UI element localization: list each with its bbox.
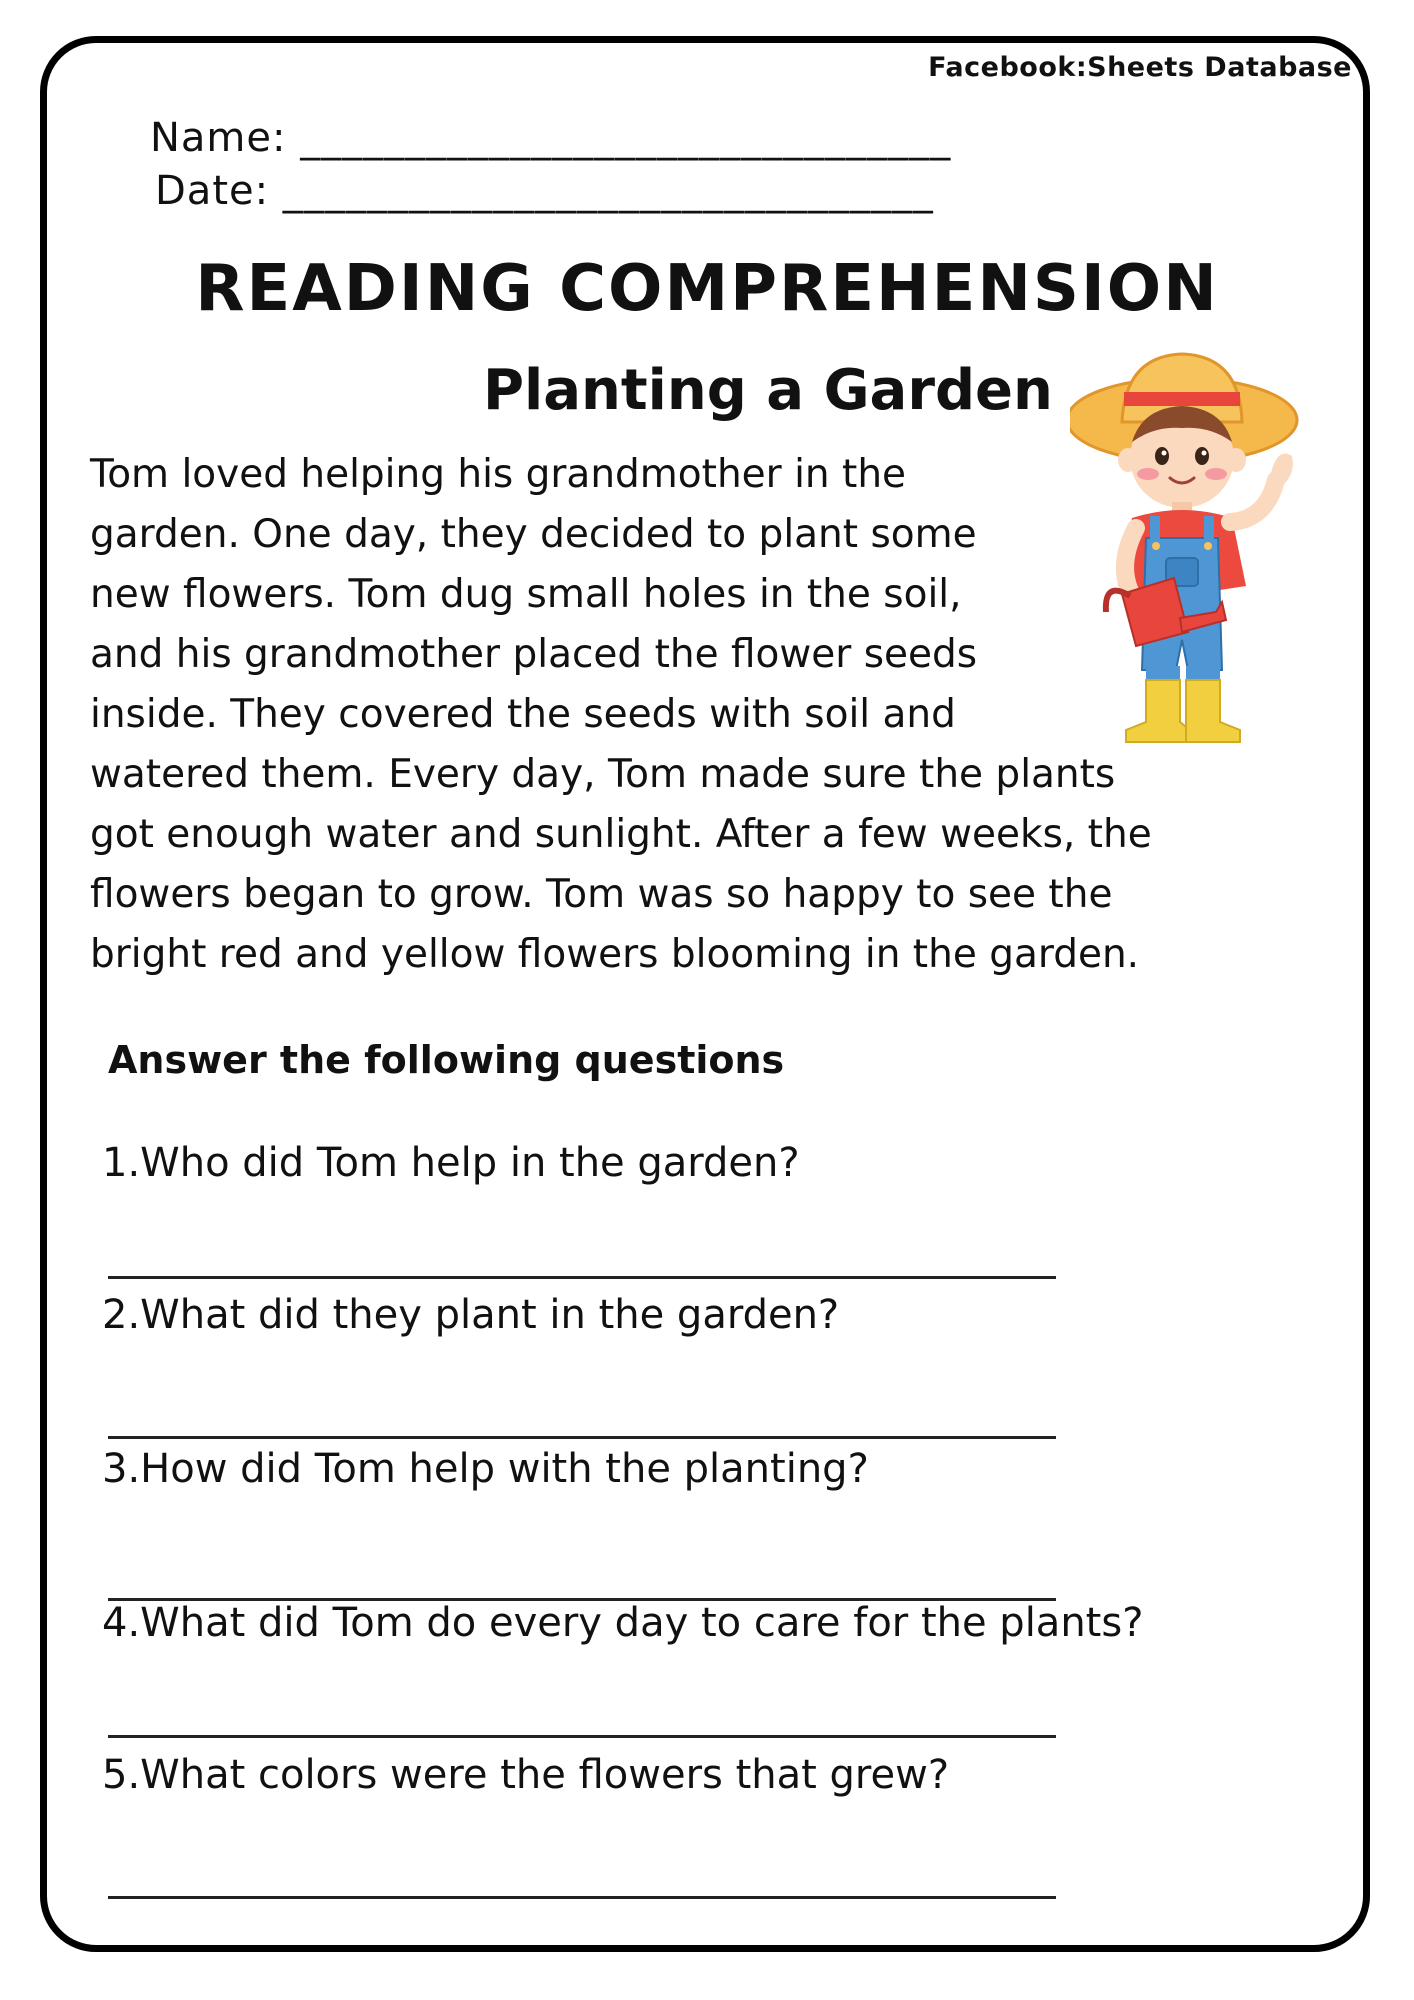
name-field: Name: _______________________________ — [150, 115, 952, 161]
answer-line-5[interactable] — [108, 1896, 1056, 1899]
answer-line-1[interactable] — [108, 1276, 1056, 1279]
answer-line-4[interactable] — [108, 1735, 1056, 1738]
questions-heading: Answer the following questions — [108, 1038, 785, 1082]
question-4: 4.What did Tom do every day to care for the plants? — [102, 1600, 1144, 1646]
question-3: 3.How did Tom help with the planting? — [102, 1446, 869, 1492]
question-2: 2.What did they plant in the garden? — [102, 1292, 840, 1338]
story-line: inside. They covered the seeds with soil and — [90, 692, 956, 737]
story-line: bright red and yellow flowers blooming in the garden. — [90, 932, 1140, 977]
credit-text: Facebook:Sheets Database — [928, 52, 1352, 83]
story-line: Tom loved helping his grandmother in the — [90, 452, 907, 497]
worksheet-title: READING COMPREHENSION — [195, 252, 1219, 326]
date-field: Date: _______________________________ — [155, 168, 934, 214]
story-line: new flowers. Tom dug small holes in the soil, — [90, 572, 962, 617]
question-5: 5.What colors were the flowers that grew? — [102, 1752, 950, 1798]
answer-line-2[interactable] — [108, 1436, 1056, 1439]
story-line: got enough water and sunlight. After a few weeks, the — [90, 812, 1152, 857]
story-line: garden. One day, they decided to plant some — [90, 512, 977, 557]
story-line: and his grandmother placed the flower seeds — [90, 632, 978, 677]
story-title: Planting a Garden — [483, 358, 1053, 423]
question-1: 1.Who did Tom help in the garden? — [102, 1140, 800, 1186]
story-line: watered them. Every day, Tom made sure the plants — [90, 752, 1116, 797]
gardener-boy-icon — [1070, 350, 1340, 760]
story-line: flowers began to grow. Tom was so happy to see the — [90, 872, 1113, 917]
